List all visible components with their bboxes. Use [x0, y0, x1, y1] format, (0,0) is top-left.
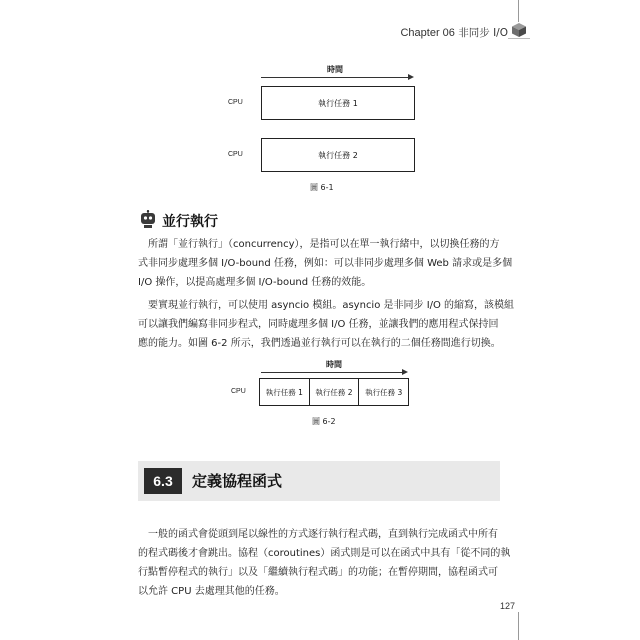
section-number: 6.3	[144, 468, 182, 494]
chapter-label: Chapter 06	[400, 27, 455, 39]
fig1-task-box-2: 執行任務 2	[261, 138, 415, 172]
concurrency-para1-line2: 式非同步處理多個 I/O-bound 任務，例如：可以非同步處理多個 Web 請求或是多個	[138, 258, 513, 269]
fig2-caption: 圖 6-2	[312, 417, 336, 426]
section-para-line2: 的程式碼後才會跳出。協程（coroutines）函式則是可以在函式中具有「從不同的執	[138, 548, 511, 559]
fig1-cpu-label-1: CPU	[228, 99, 243, 106]
fig2-arrow-head-icon	[402, 369, 408, 375]
concurrency-para2-line2: 可以讓我們編寫非同步程式，同時處理多個 I/O 任務，並讓我們的應用程式保持回	[138, 319, 499, 330]
fig2-task-cell-1: 執行任務 1	[265, 387, 303, 397]
section-para-line3: 行點暫停程式的執行」以及「繼續執行程式碼」的功能；在暫停期間，協程函式可	[138, 567, 498, 578]
fig2-task-cell-3: 執行任務 3	[358, 379, 408, 405]
fig2-time-arrow-line	[261, 372, 403, 373]
running-header	[380, 25, 508, 40]
header-divider	[518, 0, 519, 22]
section-para-line1: 一般的函式會從頭到尾以線性的方式逐行執行程式碼，直到執行完成函式中所有	[148, 529, 498, 540]
fig1-arrow-head-icon	[408, 74, 414, 80]
fig2-task-cell-2: 執行任務 2	[309, 379, 359, 405]
concurrency-para2-line3: 應的能力。如圖 6-2 所示，我們透過並行執行可以在執行的二個任務間進行切換。	[138, 338, 501, 349]
concurrency-para1-line3: I/O 操作，以提高處理多個 I/O-bound 任務的效能。	[138, 277, 372, 288]
fig2-cpu-label: CPU	[231, 388, 246, 395]
cube-icon	[511, 22, 527, 38]
fig1-time-arrow-line	[261, 77, 409, 78]
header-rule	[508, 38, 530, 39]
fig1-caption: 圖 6-1	[310, 183, 334, 192]
section-title: 定義協程函式	[192, 472, 283, 490]
fig1-cpu-label-2: CPU	[228, 151, 243, 158]
concurrency-para1-line1: 所謂「並行執行」（concurrency），是指可以在單一執行緒中，以切換任務的方	[148, 239, 500, 250]
footer-divider	[518, 612, 519, 640]
concurrency-para2-line1: 要實現並行執行，可以使用 asyncio 模組。asyncio 是非同步 I/O 的縮寫，該模組	[148, 300, 515, 311]
fig1-time-label: 時間	[327, 65, 343, 74]
fig2-task-row	[259, 378, 409, 406]
page-number: 127	[500, 601, 516, 611]
fig1-task-box-1: 執行任務 1	[261, 86, 415, 120]
chapter-title: 非同步 I/O	[458, 27, 508, 39]
robot-icon	[140, 210, 156, 228]
fig2-time-label: 時間	[326, 360, 342, 369]
section-para-line4: 以允許 CPU 去處理其他的任務。	[138, 586, 285, 597]
subsection-title: 並行執行	[162, 214, 218, 230]
